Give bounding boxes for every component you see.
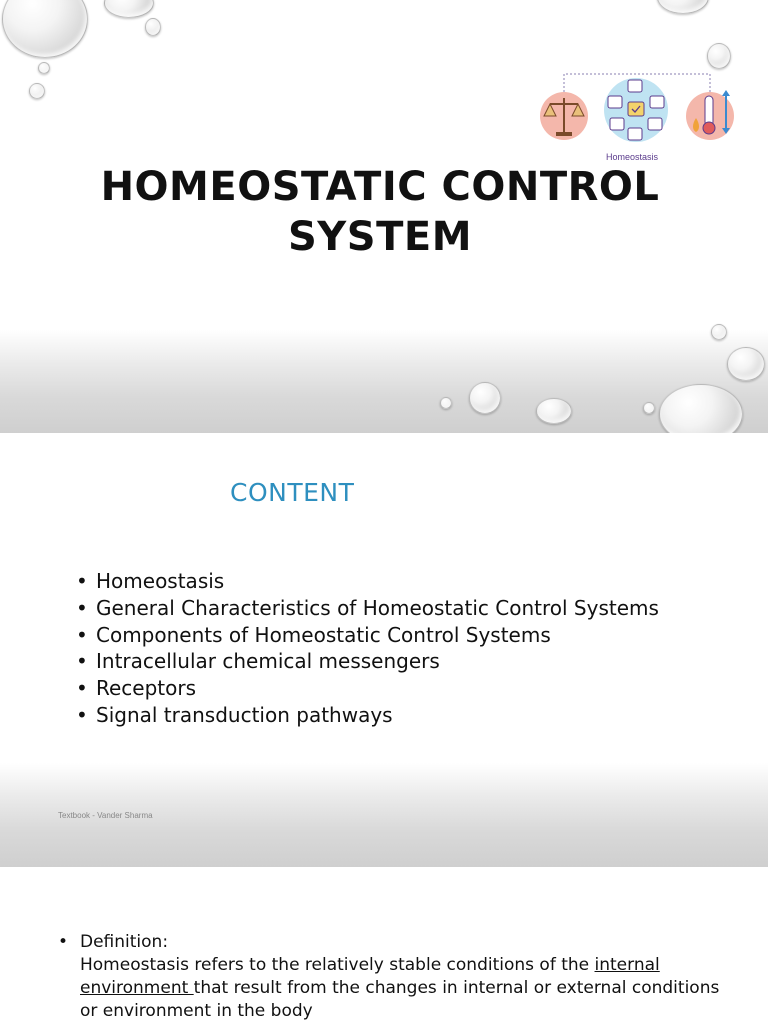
gray-band (0, 330, 768, 433)
water-droplet (2, 0, 88, 58)
water-droplet (727, 347, 765, 381)
list-item: • General Characteristics of Homeostatic Control Systems (74, 595, 694, 622)
title-line-1: HOMEOSTATIC CONTROL (100, 164, 660, 210)
water-droplet (104, 0, 154, 18)
graphic-caption: Homeostasis (606, 152, 659, 162)
list-item: • Homeostasis (74, 568, 694, 595)
water-droplet (643, 402, 655, 414)
definition-block (58, 931, 738, 1023)
control-cycle-icon (604, 78, 668, 142)
thermometer-icon (686, 90, 734, 140)
underlined-term: internal environment (80, 955, 660, 998)
content-list (74, 568, 694, 729)
water-droplet (29, 83, 45, 99)
title-slide (0, 0, 768, 433)
water-droplet (711, 324, 727, 340)
list-item: • Intracellular chemical messengers (74, 648, 694, 675)
page-title (80, 162, 680, 262)
list-item: • Components of Homeostatic Control Systems (74, 622, 694, 649)
list-item: • Signal transduction pathways (74, 702, 694, 729)
water-droplet (536, 398, 572, 424)
definition-label: Definition: (80, 932, 169, 952)
slide-footer: Textbook - Vander Sharma (58, 811, 153, 820)
water-droplet (440, 397, 452, 409)
water-droplet (145, 18, 161, 36)
water-droplet (469, 382, 501, 414)
water-droplet (657, 0, 709, 14)
bullet-marker: • (58, 932, 69, 952)
water-droplet (38, 62, 50, 74)
balance-scale-icon (540, 92, 588, 140)
title-line-2: SYSTEM (288, 214, 472, 260)
definition-text (80, 954, 738, 1023)
list-item: • Receptors (74, 675, 694, 702)
definition-line-b: that result from the changes in internal or external conditions or environment in the body (80, 978, 720, 1021)
content-heading: CONTENT (230, 478, 355, 507)
definition-line-a: Homeostasis refers to the relatively stable conditions of the (80, 955, 590, 975)
